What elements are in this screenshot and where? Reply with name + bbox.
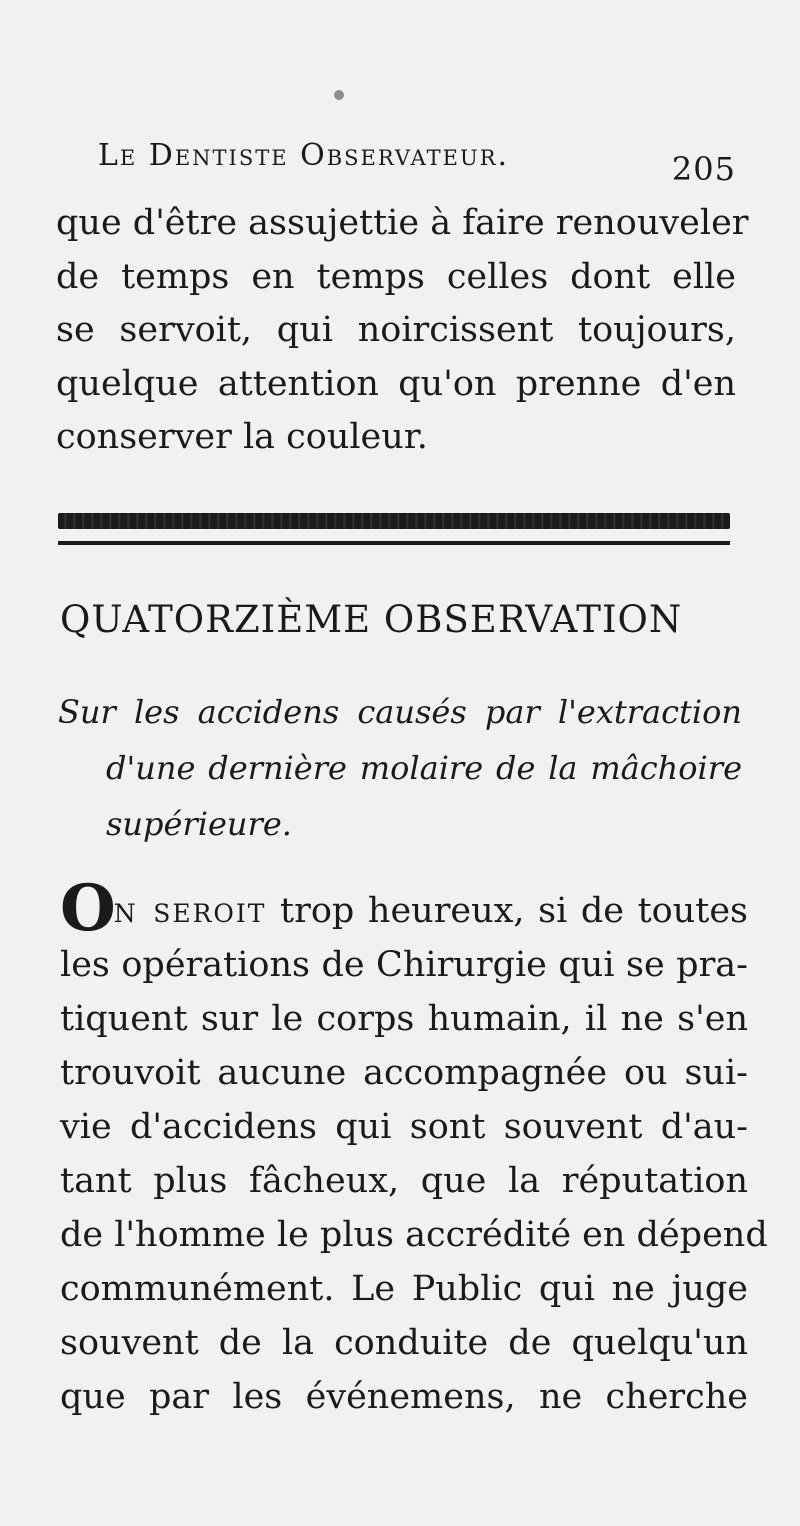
- section-divider-thin: [58, 541, 730, 545]
- running-title: Le Dentiste Observateur.: [98, 138, 510, 173]
- subtitle-line: d'une dernière molaire de la mâchoire: [106, 749, 742, 787]
- text-line: vie d'accidens qui sont souvent d'au-: [60, 1107, 748, 1147]
- body-paragraph: [60, 871, 768, 1424]
- lead-small-caps: n seroit: [113, 891, 267, 931]
- text-line: se servoit, qui noircissent toujours,: [56, 310, 736, 350]
- text-line: que d'être assujettie à faire renouveler: [56, 203, 749, 243]
- page-number: 205: [671, 150, 736, 188]
- text-line: de l'homme le plus accrédité en dépend: [60, 1215, 768, 1255]
- subtitle-line: Sur les accidens causés par l'extraction: [58, 693, 742, 731]
- subtitle-line: supérieure.: [106, 805, 292, 843]
- text-line: communément. Le Public qui ne juge: [60, 1269, 748, 1309]
- text-line: conserver la couleur.: [56, 417, 428, 457]
- text-line: tant plus fâcheux, que la réputation: [60, 1161, 748, 1201]
- first-line-rest: trop heureux, si de toutes: [266, 891, 748, 931]
- text-line: trouvoit aucune accompagnée ou sui-: [60, 1053, 748, 1093]
- text-line: quelque attention qu'on prenne d'en: [56, 363, 736, 404]
- section-title: QUATORZIÈME OBSERVATION: [60, 598, 683, 641]
- continued-paragraph: [56, 197, 749, 465]
- ink-spot: [334, 90, 344, 100]
- section-divider-thick: [58, 513, 730, 529]
- text-line: tiquent sur le corps humain, il ne s'en: [60, 999, 748, 1039]
- drop-cap: O: [60, 871, 114, 946]
- text-line: de temps en temps celles dont elle: [56, 256, 736, 297]
- text-line: les opérations de Chirurgie qui se pra-: [60, 945, 748, 985]
- section-subtitle: [58, 684, 742, 852]
- text-line: [60, 871, 748, 946]
- text-line: souvent de la conduite de quelqu'un: [60, 1323, 748, 1363]
- text-line: que par les événemens, ne cherche: [60, 1377, 748, 1417]
